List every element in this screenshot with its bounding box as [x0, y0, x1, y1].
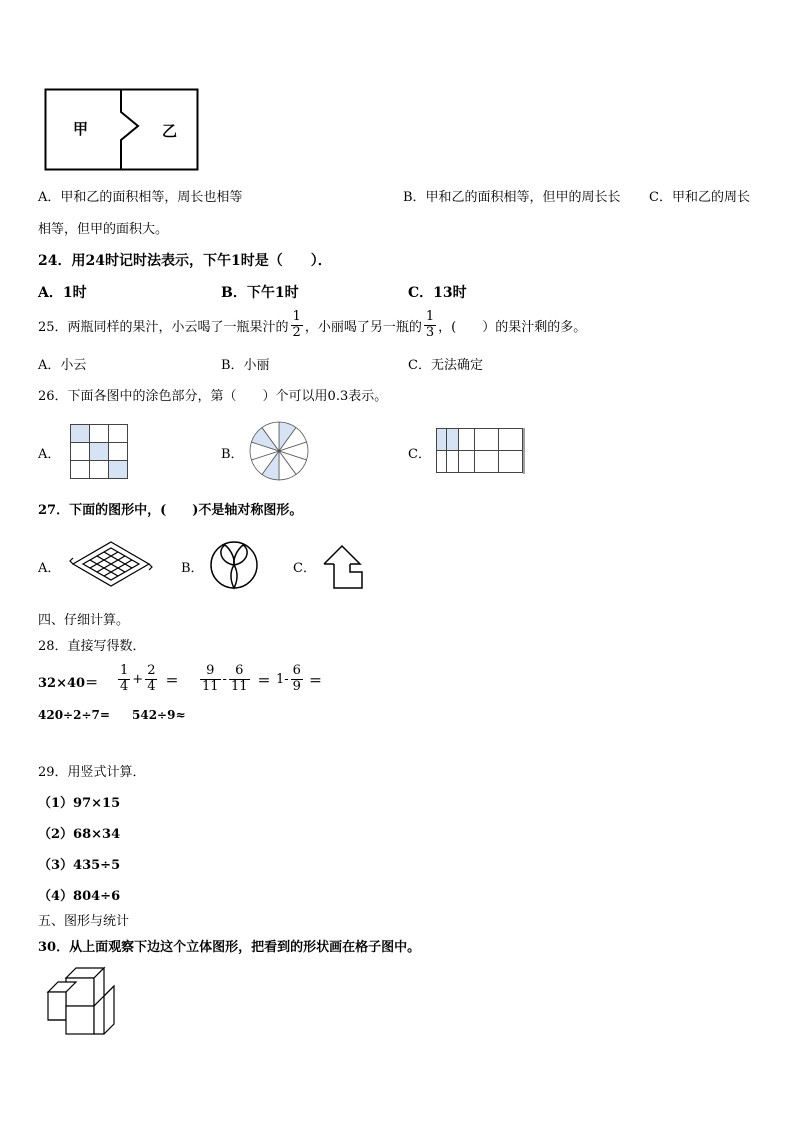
q29-item-3: （3）435÷5 [38, 858, 121, 873]
q29-stem: 29．用竖式计算． [38, 765, 146, 780]
q26a-grid-cell [109, 461, 128, 479]
q26a-grid-cell [71, 425, 90, 443]
q27-label-b: B． [181, 561, 204, 576]
q28-e3-operator: - [222, 671, 227, 687]
q28-e3-frac-b [229, 664, 250, 694]
q26-figure-b-circle [248, 420, 310, 482]
q27-label-c: C． [293, 561, 316, 576]
q26c-bar-cell [499, 451, 523, 473]
q30-cube-figure [44, 964, 120, 1038]
q26c-bar-cell [475, 451, 499, 473]
q28-expr-5: 420÷2÷7= [38, 708, 110, 722]
q28-e3-den-b: 11 [230, 678, 248, 694]
q23-option-a: A．甲和乙的面积相等，周长也相等 [38, 190, 243, 205]
q28-expr-4 [276, 658, 322, 700]
q28-expr-3 [198, 658, 271, 700]
q24-option-c: C．13时 [408, 285, 467, 301]
q26-label-c: C． [408, 447, 431, 462]
q25-option-a: A．小云 [38, 358, 87, 373]
q26c-bar-cell [459, 429, 475, 451]
q26c-bar-cell [499, 429, 523, 451]
q26a-grid-cell [90, 425, 109, 443]
q26c-bar-cell [459, 451, 475, 473]
figure-label-yi: 乙 [162, 122, 178, 140]
q27-figure-a-knot [70, 540, 152, 588]
q25-option-c: C．无法确定 [408, 358, 483, 373]
q28-e3-equals: ＝ [257, 673, 271, 689]
q26-stem: 26．下面各图中的涂色部分，第（ ）个可以用0.3表示。 [38, 389, 388, 404]
q26-label-a: A． [38, 447, 61, 462]
q28-e4-equals: ＝ [308, 673, 322, 689]
q28-e4-frac [291, 664, 303, 694]
q25-stem-part-c: ，( ）的果汁剩的多。 [438, 319, 587, 335]
q27-figure-b-petals [209, 540, 259, 590]
q25-fraction-third [424, 310, 436, 340]
q28-e2-equals: ＝ [165, 673, 179, 689]
q28-e4-den: 9 [292, 678, 301, 694]
q28-e3-den-a: 11 [202, 678, 219, 694]
q26a-grid-cell [109, 443, 128, 461]
q28-e2-den-b: 4 [147, 678, 156, 694]
q27-label-a: A． [38, 561, 61, 576]
q28-e2-operator: + [132, 671, 144, 687]
q28-e2-frac-a [118, 664, 130, 694]
q25-stem-part-a: 25．两瓶同样的果汁，小云喝了一瓶果汁的 [38, 319, 289, 335]
q28-stem: 28．直接写得数． [38, 639, 146, 654]
q30-stem: 30．从上面观察下边这个立体图形，把看到的形状画在格子图中。 [38, 940, 421, 955]
q25-stem [38, 306, 586, 344]
q28-e2-num-b: 2 [147, 663, 156, 679]
q26-figure-a-grid [70, 424, 127, 478]
q26-figure-c-bars [436, 428, 526, 474]
q25-stem-part-b: ，小丽喝了另一瓶的 [304, 319, 422, 335]
section-4-title: 四、仔细计算。 [38, 613, 130, 628]
q23-option-c-cont: 相等，但甲的面积大。 [38, 222, 169, 237]
q26a-grid-cell [71, 443, 90, 461]
q28-e3-num-b: 6 [229, 664, 250, 679]
q23-option-b: B．甲和乙的面积相等，但甲的周长长 [403, 190, 621, 205]
q26a-grid-cell [71, 461, 90, 479]
q28-expr-1: 32×40＝ [38, 676, 99, 691]
q25-frac1-denominator: 2 [292, 324, 301, 340]
q23-option-c: C．甲和乙的周长 [649, 190, 750, 205]
q25-fraction-half [291, 310, 303, 340]
q28-e4-prefix: 1- [276, 671, 289, 687]
q27-stem: 27．下面的图形中，( )不是轴对称图形。 [38, 503, 303, 518]
q28-e2-num-a: 1 [120, 663, 129, 679]
q24-stem: 24．用24时记时法表示，下午1时是（ ）． [38, 253, 332, 269]
q26c-bar-cell [437, 451, 447, 473]
q29-item-1: （1）97×15 [38, 796, 121, 811]
q26c-bar-cell [475, 429, 499, 451]
q26c-bar-cell [447, 451, 459, 473]
q25-frac2-denominator: 3 [425, 324, 435, 340]
q28-e3-frac-a [200, 664, 221, 694]
section-5-title: 五、图形与统计 [38, 914, 130, 929]
q29-item-4: （4）804÷6 [38, 889, 121, 904]
figure-label-jia: 甲 [73, 120, 89, 138]
q28-e4-num: 6 [292, 663, 301, 679]
q26c-bar-cell [437, 429, 447, 451]
q24-option-a: A．1时 [38, 285, 87, 301]
q25-frac1-numerator: 1 [292, 309, 301, 325]
q26a-grid-cell [90, 443, 109, 461]
q25-option-b: B．小丽 [221, 358, 270, 373]
q28-e2-frac-b [145, 664, 157, 694]
q28-expr-6: 542÷9≈ [132, 708, 186, 722]
q26a-grid-cell [90, 461, 109, 479]
q26c-bar-cell [447, 429, 459, 451]
q29-item-2: （2）68×34 [38, 827, 121, 842]
q25-frac2-numerator: 1 [425, 309, 435, 325]
q28-expr-2 [116, 658, 178, 700]
q26-label-b: B． [221, 447, 244, 462]
q26a-grid-cell [109, 425, 128, 443]
q28-e2-den-a: 4 [120, 678, 129, 694]
q24-option-b: B．下午1时 [221, 285, 299, 301]
q27-figure-c-arrow [322, 544, 364, 590]
q28-e3-num-a: 9 [200, 664, 221, 679]
